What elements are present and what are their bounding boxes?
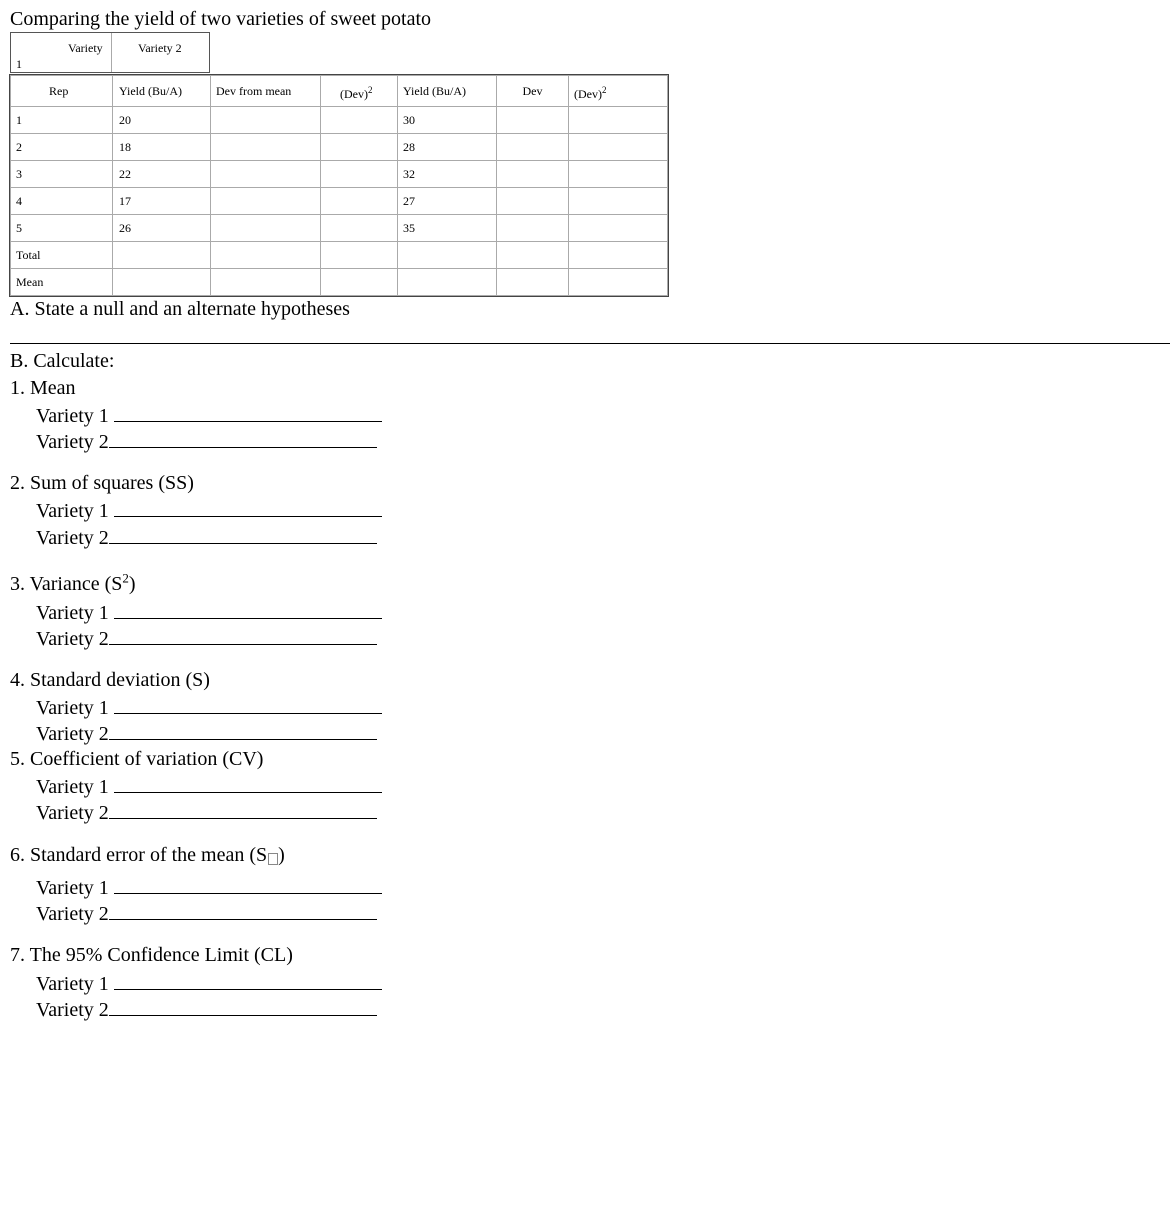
answer-blank[interactable] [109, 624, 377, 645]
dev-cell[interactable] [497, 161, 569, 188]
total-row [11, 242, 668, 269]
yield1-cell: 17 [113, 188, 211, 215]
table-header-row [11, 76, 668, 107]
mean-cell[interactable] [398, 269, 497, 296]
section-a-heading: A. State a null and an alternate hypotheses [10, 298, 350, 320]
variance-variety2: Variety 2 [36, 624, 377, 652]
dev-cell[interactable] [497, 107, 569, 134]
table-row [11, 161, 668, 188]
question-confidence-limit: 7. The 95% Confidence Limit (CL) [10, 944, 293, 966]
header-yield-2: Yield (Bu/A) [398, 76, 497, 107]
dev-sq-cell[interactable] [569, 215, 668, 242]
cv-variety1: Variety 1 [36, 772, 382, 800]
dev-sq-cell[interactable] [321, 161, 398, 188]
table-row [11, 215, 668, 242]
answer-blank[interactable] [109, 523, 377, 544]
se-variety1: Variety 1 [36, 873, 382, 901]
answer-blank[interactable] [114, 969, 382, 990]
answer-blank[interactable] [109, 719, 377, 740]
cv-variety2: Variety 2 [36, 798, 377, 826]
total-cell[interactable] [497, 242, 569, 269]
section-b-heading: B. Calculate: [10, 350, 115, 372]
answer-blank[interactable] [109, 427, 377, 448]
mean-cell[interactable] [569, 269, 668, 296]
dev-cell[interactable] [211, 188, 321, 215]
header-dev-2: Dev [497, 76, 569, 107]
header-rep: Rep [11, 76, 113, 107]
dev-cell[interactable] [211, 134, 321, 161]
answer-blank[interactable] [114, 772, 382, 793]
question-sum-of-squares: 2. Sum of squares (SS) [10, 472, 194, 494]
mean-row [11, 269, 668, 296]
header-yield-1: Yield (Bu/A) [113, 76, 211, 107]
question-cv: 5. Coefficient of variation (CV) [10, 748, 264, 770]
x-bar-subscript-icon [268, 853, 278, 865]
dev-cell[interactable] [211, 107, 321, 134]
question-mean: 1. Mean [10, 377, 76, 399]
yield2-cell: 35 [398, 215, 497, 242]
dev-sq-cell[interactable] [321, 107, 398, 134]
yield1-cell: 26 [113, 215, 211, 242]
dev-sq-cell[interactable] [569, 134, 668, 161]
yield2-cell: 28 [398, 134, 497, 161]
mean-label: Mean [11, 269, 113, 296]
sd-variety2: Variety 2 [36, 719, 377, 747]
table-row [11, 107, 668, 134]
question-variance: 3. Variance $(S^2)$ [10, 570, 136, 595]
dev-cell[interactable] [211, 161, 321, 188]
variety2-label: Variety 2 [138, 41, 182, 55]
mean-cell[interactable] [211, 269, 321, 296]
total-label: Total [11, 242, 113, 269]
mean-cell[interactable] [113, 269, 211, 296]
question-standard-error: 6. Standard error of the mean (S ) [10, 844, 285, 866]
rep-cell: 4 [11, 188, 113, 215]
rep-cell: 1 [11, 107, 113, 134]
rep-cell: 2 [11, 134, 113, 161]
variety-header-table [10, 32, 210, 73]
dev-sq-cell[interactable] [321, 215, 398, 242]
header-dev-sq-1: (Dev)$^2$ [321, 76, 398, 107]
cl-variety1: Variety 1 [36, 969, 382, 997]
ss-variety2: Variety 2 [36, 523, 377, 551]
yield1-cell: 22 [113, 161, 211, 188]
answer-blank[interactable] [114, 401, 382, 422]
variety-label: Variety [68, 41, 103, 55]
sd-variety1: Variety 1 [36, 693, 382, 721]
dev-cell[interactable] [497, 188, 569, 215]
dev-sq-cell[interactable] [321, 134, 398, 161]
total-cell[interactable] [321, 242, 398, 269]
yield-table [10, 75, 668, 296]
mean-variety2: Variety 2 [36, 427, 377, 455]
header-dev-sq-2: (Dev)$^2$ [569, 76, 668, 107]
yield2-cell: 30 [398, 107, 497, 134]
yield1-cell: 20 [113, 107, 211, 134]
mean-cell[interactable] [321, 269, 398, 296]
dev-sq-cell[interactable] [569, 161, 668, 188]
yield2-cell: 27 [398, 188, 497, 215]
dev-cell[interactable] [497, 134, 569, 161]
answer-blank[interactable] [114, 496, 382, 517]
variance-variety1: Variety 1 [36, 598, 382, 626]
dev-cell[interactable] [211, 215, 321, 242]
question-standard-deviation: 4. Standard deviation (S) [10, 669, 210, 691]
cl-variety2: Variety 2 [36, 995, 377, 1023]
mean-variety1: Variety 1 [36, 401, 382, 429]
dev-sq-cell[interactable] [321, 188, 398, 215]
answer-line-a[interactable] [10, 343, 1170, 344]
table-row [11, 134, 668, 161]
total-cell[interactable] [113, 242, 211, 269]
answer-blank[interactable] [114, 873, 382, 894]
total-cell[interactable] [398, 242, 497, 269]
table-row [11, 188, 668, 215]
rep-cell: 3 [11, 161, 113, 188]
total-cell[interactable] [569, 242, 668, 269]
yield1-cell: 18 [113, 134, 211, 161]
total-cell[interactable] [211, 242, 321, 269]
answer-blank[interactable] [109, 798, 377, 819]
rep-cell: 5 [11, 215, 113, 242]
mean-cell[interactable] [497, 269, 569, 296]
page-title: Comparing the yield of two varieties of sweet potato [10, 8, 432, 30]
dev-cell[interactable] [497, 215, 569, 242]
variety1-number: 1 [16, 57, 22, 71]
yield2-cell: 32 [398, 161, 497, 188]
se-variety2: Variety 2 [36, 899, 377, 927]
header-dev-from-mean: Dev from mean [211, 76, 321, 107]
answer-blank[interactable] [109, 995, 377, 1016]
dev-sq-cell[interactable] [569, 188, 668, 215]
answer-blank[interactable] [109, 899, 377, 920]
ss-variety1: Variety 1 [36, 496, 382, 524]
dev-sq-cell[interactable] [569, 107, 668, 134]
answer-blank[interactable] [114, 598, 382, 619]
answer-blank[interactable] [114, 693, 382, 714]
